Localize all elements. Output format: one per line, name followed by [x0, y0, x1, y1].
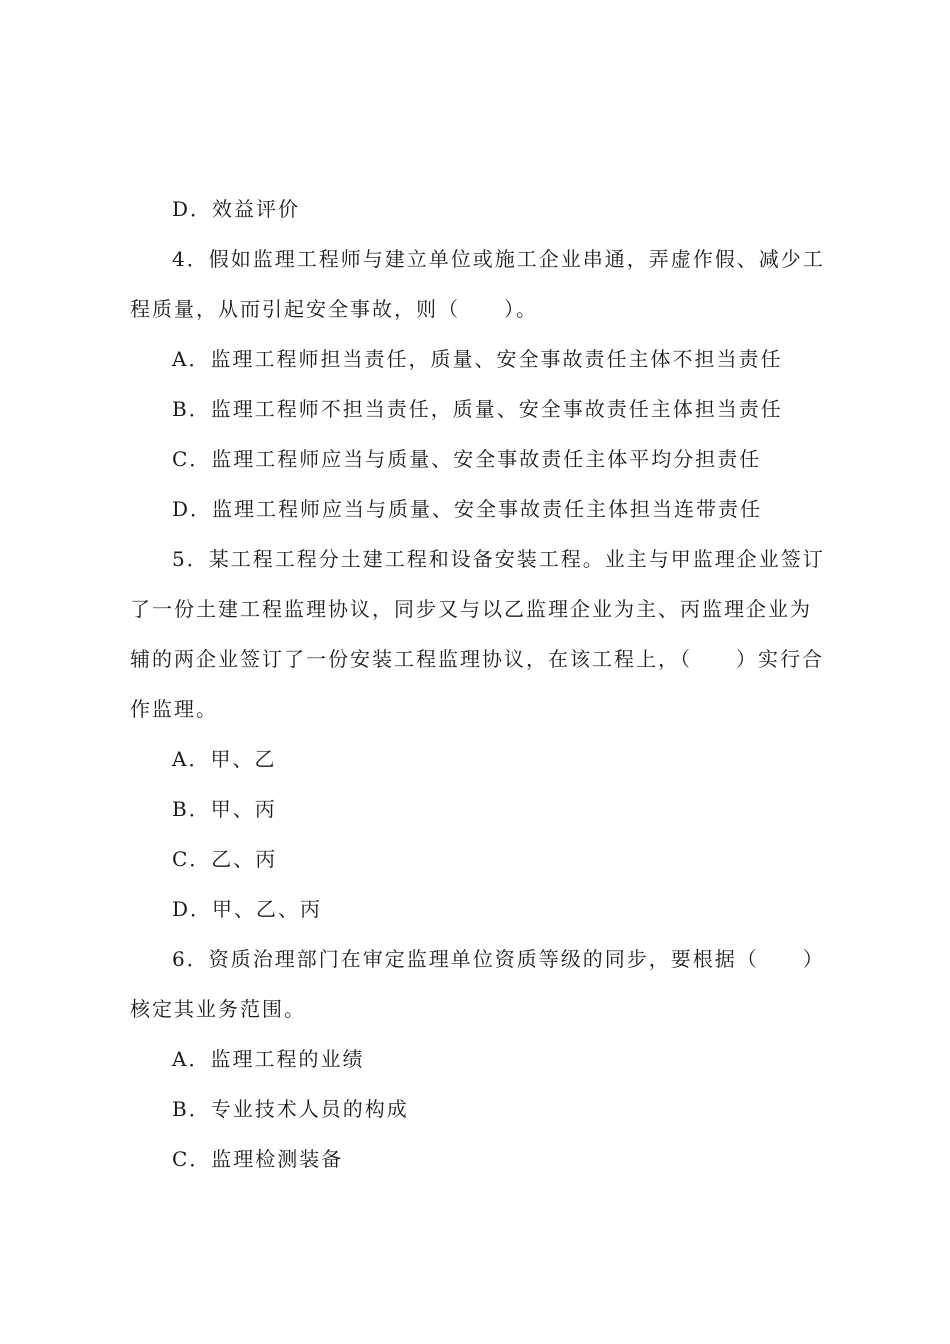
question-4-option-d: D．监理工程师应当与质量、安全事故责任主体担当连带责任 — [172, 497, 763, 521]
question-5-line-3: 辅的两企业签订了一份安装工程监理协议，在该工程上，（ ）实行合 — [130, 647, 824, 671]
option-d-line: D．效益评价 — [172, 197, 301, 221]
question-6-option-b: B．专业技术人员的构成 — [172, 1097, 409, 1121]
question-6-option-a: A．监理工程的业绩 — [172, 1047, 365, 1071]
question-4-option-a: A．监理工程师担当责任，质量、安全事故责任主体不担当责任 — [172, 347, 783, 371]
question-5-option-b: B．甲、丙 — [172, 797, 277, 821]
question-5-line-2: 了一份土建工程监理协议，同步又与以乙监理企业为主、丙监理企业为 — [130, 597, 812, 621]
question-4-line-1: 4．假如监理工程师与建立单位或施工企业串通，弄虚作假、减少工 — [172, 247, 825, 271]
question-4-option-c: C．监理工程师应当与质量、安全事故责任主体平均分担责任 — [172, 447, 762, 471]
question-5-line-1: 5．某工程工程分土建工程和设备安装工程。业主与甲监理企业签订 — [172, 547, 825, 571]
question-5-option-a: A．甲、乙 — [172, 747, 277, 771]
document-body — [130, 184, 830, 1184]
question-5-line-4: 作监理。 — [130, 697, 218, 721]
question-4-line-2: 程质量，从而引起安全事故，则（ ）。 — [130, 297, 538, 321]
question-4-option-b: B．监理工程师不担当责任，质量、安全事故责任主体担当责任 — [172, 397, 783, 421]
question-5-option-d: D．甲、乙、丙 — [172, 897, 323, 921]
question-5-option-c: C．乙、丙 — [172, 847, 278, 871]
question-6-line-2: 核定其业务范围。 — [130, 997, 306, 1021]
question-6-line-1: 6．资质治理部门在审定监理单位资质等级的同步，要根据（ ） — [172, 947, 825, 971]
question-6-option-c: C．监理检测装备 — [172, 1147, 344, 1171]
